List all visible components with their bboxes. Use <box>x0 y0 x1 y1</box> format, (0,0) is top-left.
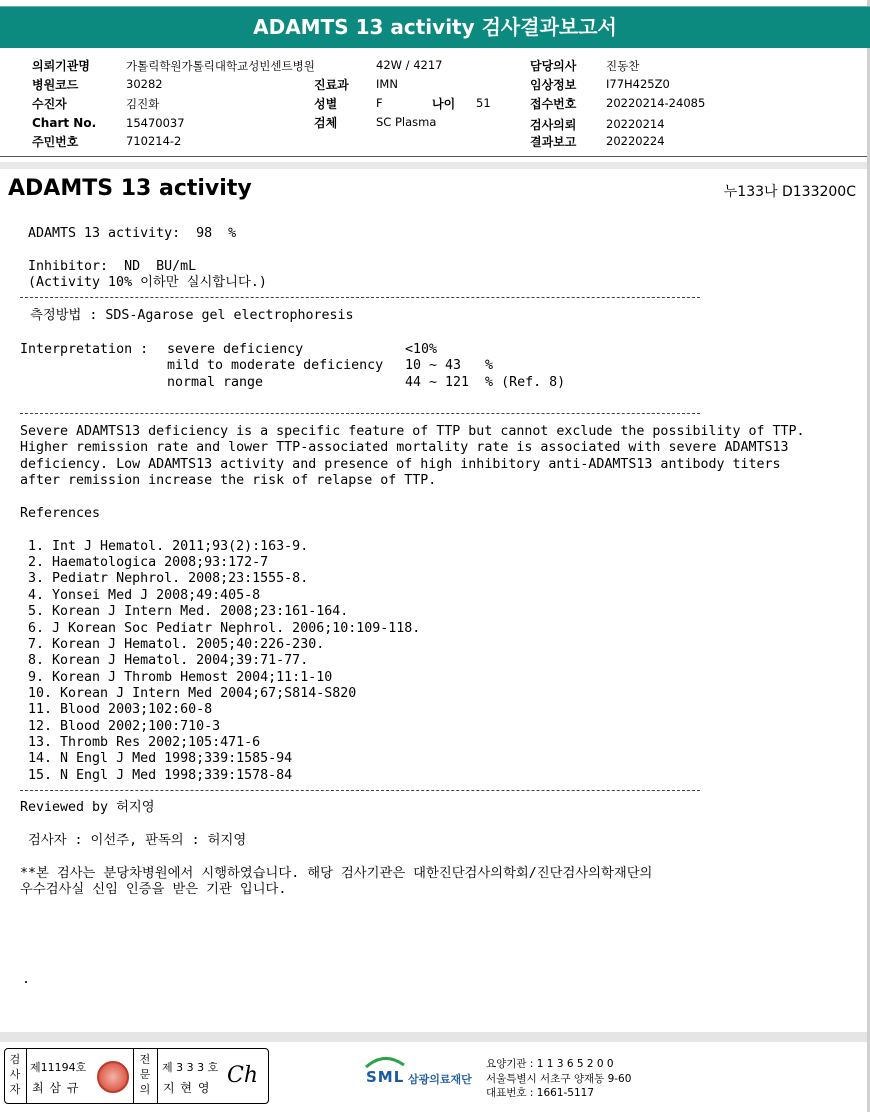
label-requesting-institution: 의뢰기관명 <box>32 59 90 73</box>
comment-line: after remission increase the risk of relapse of TTP. <box>20 473 437 488</box>
label-age: 나이 <box>432 97 456 111</box>
activity-result: ADAMTS 13 activity: 98 % <box>28 226 237 241</box>
label-hospital-code: 병원코드 <box>32 78 79 92</box>
section-title: ADAMTS 13 activity <box>8 176 252 201</box>
value-department: IMN <box>376 77 398 91</box>
reviewed-by: Reviewed by 허지영 <box>20 800 155 815</box>
value-resident-no: 710214-2 <box>126 134 182 148</box>
reference-item: 5. Korean J Intern Med. 2008;23:161-164. <box>20 604 349 619</box>
reference-item: 10. Korean J Intern Med 2004;67;S814-S820 <box>20 686 357 701</box>
reference-item: 14. N Engl J Med 1998;339:1585-94 <box>20 751 293 766</box>
value-clinical-info: I77H425Z0 <box>606 77 670 91</box>
label-chart-no: Chart No. <box>32 116 97 130</box>
value-ward: 42W / 4217 <box>376 58 443 72</box>
value-patient: 김진화 <box>126 97 160 111</box>
comment-line: Severe ADAMTS13 deficiency is a specific feature of TTP but cannot exclude the possibility of TTP. <box>20 424 805 439</box>
reference-item: 4. Yonsei Med J 2008;49:405-8 <box>20 588 261 603</box>
institution-code: 요양기관 : 1 1 3 6 5 2 0 0 <box>486 1058 614 1070</box>
reference-item: 13. Thromb Res 2002;105:471-6 <box>20 735 261 750</box>
reference-item: 1. Int J Hematol. 2011;93(2):163-9. <box>20 539 309 554</box>
dashed-divider <box>20 790 700 791</box>
trailing-dot: . <box>22 972 31 987</box>
notice-line: **본 검사는 분당차병원에서 시행하였습니다. 해당 검사기관은 대한진단검사의학회/진단검사의학재단의 <box>20 866 653 881</box>
reference-item: 3. Pediatr Nephrol. 2008;23:1555-8. <box>20 571 309 586</box>
specialist-license-no: 제 3 3 3 호 <box>162 1061 219 1074</box>
org-name: 삼광의료재단 <box>408 1073 472 1086</box>
comment-line: Higher remission rate and lower TTP-associated mortality rate is associated with severe ADAMTS13 <box>20 440 789 455</box>
reference-item: 15. N Engl J Med 1998;339:1578-84 <box>20 768 293 783</box>
dashed-divider <box>20 413 700 414</box>
interp-range-2: 10 ~ 43 % <box>405 358 494 373</box>
specialist-name: 지 현 영 <box>163 1081 211 1095</box>
reference-item: 7. Korean J Hematol. 2005;40:226-230. <box>20 637 325 652</box>
label-doctor: 담당의사 <box>530 59 577 73</box>
value-receipt-no: 20220214-24085 <box>606 96 706 110</box>
label-sex: 성별 <box>314 97 338 111</box>
institution-address: 서울특별시 서초구 양재동 9-60 <box>486 1073 632 1085</box>
references-label: References <box>20 506 101 521</box>
interp-range-1: <10% <box>405 342 438 357</box>
label-clinical-info: 임상정보 <box>530 78 577 92</box>
interp-name-1: severe deficiency <box>167 342 304 357</box>
footer-gray-band <box>0 1032 867 1042</box>
value-hospital-code: 30282 <box>126 77 163 91</box>
inhibitor-result: Inhibitor: ND BU/mL <box>28 259 197 274</box>
sml-logo-arc-icon <box>364 1055 406 1069</box>
label-receipt-no: 접수번호 <box>530 97 577 111</box>
signature-box <box>4 1048 269 1104</box>
method-line: 측정방법 : SDS-Agarose gel electrophoresis <box>30 308 354 323</box>
interp-name-2: mild to moderate deficiency <box>167 358 384 373</box>
signbox-divider <box>26 1049 27 1103</box>
comment-line: deficiency. Low ADAMTS13 activity and presence of high inhibitory anti-ADAMTS13 antibody titers <box>20 457 781 472</box>
inhibitor-note: (Activity 10% 이하만 실시합니다.) <box>28 275 267 290</box>
reference-item: 8. Korean J Hematol. 2004;39:71-77. <box>20 653 309 668</box>
label-patient: 수진자 <box>32 97 67 111</box>
header-gray-band <box>0 162 867 169</box>
reference-item: 2. Haematologica 2008;93:172-7 <box>20 555 269 570</box>
label-specimen: 검체 <box>314 116 338 130</box>
examiner-license-no: 제11194호 <box>30 1061 87 1074</box>
reference-item: 11. Blood 2003;102:60-8 <box>20 702 213 717</box>
examiner-line: 검사자 : 이선주, 판독의 : 허지영 <box>28 833 247 848</box>
sml-logo-text: SML <box>366 1068 405 1086</box>
value-requesting-institution: 가톨릭학원가톨릭대학교성빈센트병원 <box>126 59 315 73</box>
reference-item: 12. Blood 2002;100:710-3 <box>20 719 221 734</box>
examiner-name: 최 삼 규 <box>32 1081 80 1095</box>
value-doctor: 진동찬 <box>606 59 640 73</box>
examiner-seal-icon <box>97 1061 129 1093</box>
test-code: 누133나 D133200C <box>723 184 856 200</box>
label-department: 진료과 <box>314 78 349 92</box>
value-result-report: 20220224 <box>606 134 665 148</box>
interpretation-label: Interpretation : <box>20 342 149 357</box>
examiner-vertical-label: 검사자 <box>9 1053 21 1096</box>
value-test-request: 20220214 <box>606 117 665 131</box>
value-age: 51 <box>476 96 491 110</box>
institution-phone: 대표번호 : 1661-5117 <box>486 1087 595 1099</box>
label-result-report: 결과보고 <box>530 135 577 149</box>
dashed-divider <box>20 297 700 298</box>
signbox-divider <box>133 1049 134 1103</box>
notice-line: 우수검사실 신임 인증을 받은 기관 입니다. <box>20 882 287 897</box>
reference-item: 9. Korean J Thromb Hemost 2004;11:1-10 <box>20 670 333 685</box>
value-sex: F <box>376 96 383 110</box>
value-specimen: SC Plasma <box>376 115 437 129</box>
interp-name-3: normal range <box>167 375 264 390</box>
value-chart-no: 15470037 <box>126 116 185 130</box>
label-test-request: 검사의뢰 <box>530 118 577 132</box>
specialist-signature: Ch <box>227 1063 259 1088</box>
specialist-vertical-label: 전문의 <box>139 1053 151 1096</box>
label-resident-no: 주민번호 <box>32 135 79 149</box>
interp-range-3: 44 ~ 121 % (Ref. 8) <box>405 375 566 390</box>
report-title: ADAMTS 13 activity 검사결과보고서 <box>0 6 870 48</box>
signbox-divider <box>157 1049 158 1103</box>
header-divider <box>0 156 867 157</box>
reference-item: 6. J Korean Soc Pediatr Nephrol. 2006;10:109-118. <box>20 621 421 636</box>
